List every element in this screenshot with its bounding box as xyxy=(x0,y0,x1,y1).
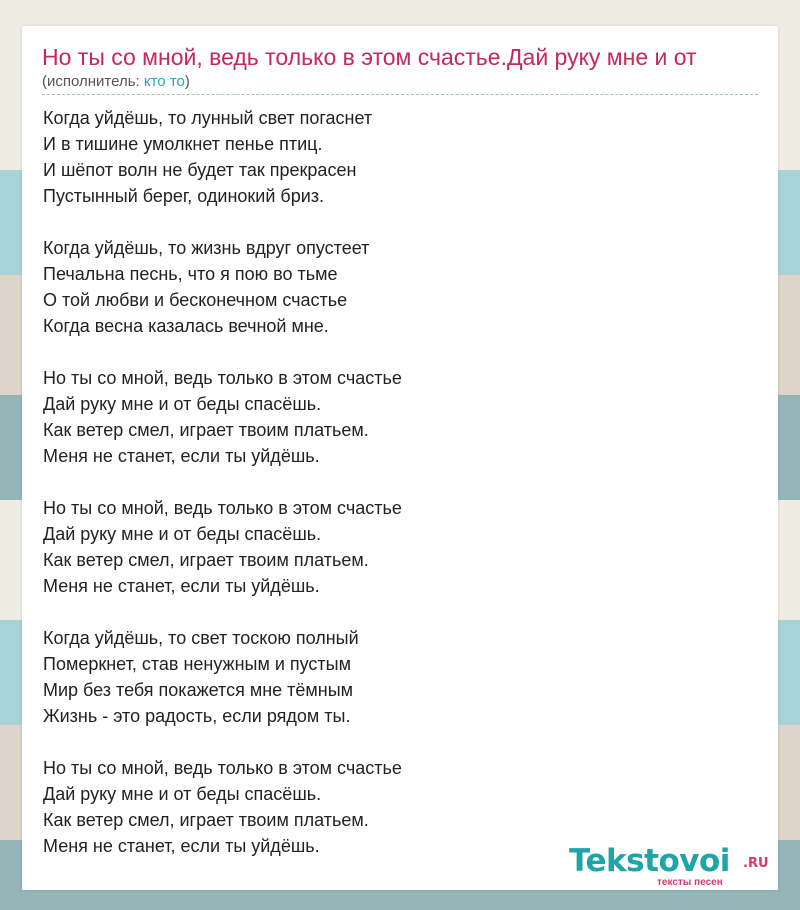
performer-prefix: (исполнитель: xyxy=(42,73,144,90)
lyric-line: Как ветер смел, играет твоим платьем. xyxy=(43,550,369,570)
lyric-line: Дай руку мне и от беды спасёшь. xyxy=(43,524,322,544)
logo-subtitle: тексты песен xyxy=(657,877,723,888)
lyric-line: Померкнет, став ненужным и пустым xyxy=(43,654,351,674)
title-divider xyxy=(42,94,758,95)
lyric-line: Когда уйдёшь, то лунный свет погаснет xyxy=(43,108,373,128)
lyric-line: Но ты со мной, ведь только в этом счастье xyxy=(43,368,402,388)
lyrics-card xyxy=(22,26,778,890)
lyric-line: Мир без тебя покажется мне тёмным xyxy=(43,680,354,700)
lyric-line: Но ты со мной, ведь только в этом счастье xyxy=(43,498,402,518)
lyric-line: О той любви и бесконечном счастье xyxy=(43,290,348,310)
stanza xyxy=(43,625,743,729)
lyric-line: И в тишине умолкнет пенье птиц. xyxy=(43,134,323,154)
lyric-line: Дай руку мне и от беды спасёшь. xyxy=(43,394,322,414)
stanza xyxy=(43,365,743,469)
lyric-line: Пустынный берег, одинокий бриз. xyxy=(43,186,325,206)
lyric-line: Дай руку мне и от беды спасёшь. xyxy=(43,784,322,804)
stanza xyxy=(43,235,743,339)
lyric-line: Меня не станет, если ты уйдёшь. xyxy=(43,446,320,466)
lyric-line: Как ветер смел, играет твоим платьем. xyxy=(43,420,369,440)
logo-wordmark: Tekstovoi xyxy=(569,843,730,879)
lyrics-text xyxy=(43,105,743,885)
performer-suffix: ) xyxy=(184,73,190,90)
site-logo[interactable] xyxy=(569,842,779,888)
lyric-line: Меня не станет, если ты уйдёшь. xyxy=(43,576,320,596)
lyric-line: Но ты со мной, ведь только в этом счастье xyxy=(43,758,402,778)
lyric-line: Жизнь - это радость, если рядом ты. xyxy=(43,706,351,726)
stanza xyxy=(43,105,743,209)
lyric-line: Печальна песнь, что я пою во тьме xyxy=(43,264,338,284)
lyric-line: Когда уйдёшь, то жизнь вдруг опустеет xyxy=(43,238,370,258)
lyric-line: И шёпот волн не будет так прекрасен xyxy=(43,160,357,180)
lyric-line: Когда весна казалась вечной мне. xyxy=(43,316,329,336)
lyric-line: Когда уйдёшь, то свет тоскою полный xyxy=(43,628,359,648)
song-title: Но ты со мной, ведь только в этом счастье.Дай руку мне и от xyxy=(42,44,697,70)
performer-line xyxy=(42,73,190,91)
performer-link[interactable]: кто то xyxy=(143,73,185,90)
stanza xyxy=(43,495,743,599)
logo-tld: .RU xyxy=(743,856,769,871)
lyric-line: Меня не станет, если ты уйдёшь. xyxy=(43,836,320,856)
lyric-line: Как ветер смел, играет твоим платьем. xyxy=(43,810,369,830)
